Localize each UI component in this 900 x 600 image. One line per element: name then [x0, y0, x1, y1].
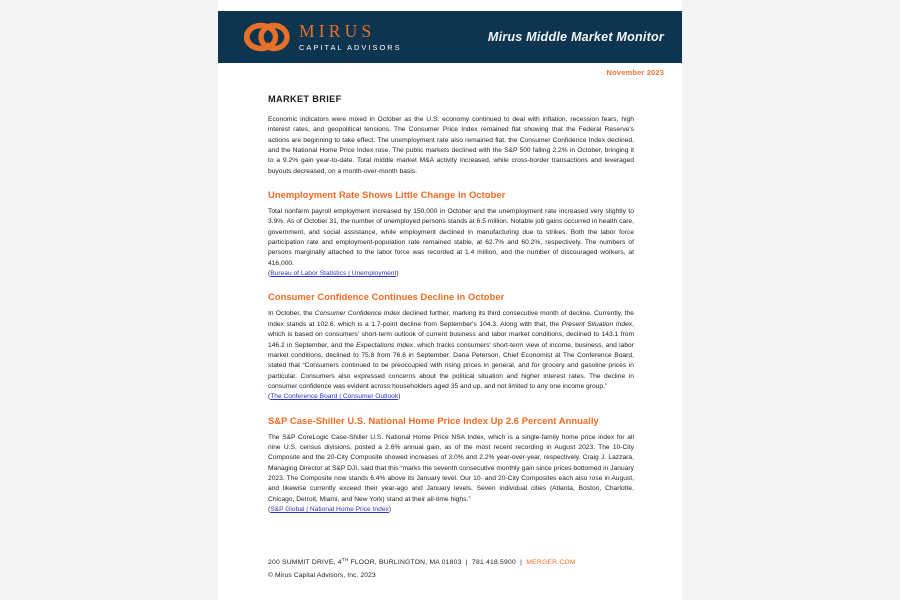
- logo-wordmark: [299, 23, 402, 51]
- source-link-consumer-confidence[interactable]: The Conference Board | Consumer Outlook: [270, 393, 399, 401]
- section-heading-consumer-confidence: Consumer Confidence Continues Decline in October: [268, 291, 505, 303]
- cc-index-name-3: Expectations Index: [356, 341, 414, 349]
- section-body-case-shiller: The S&P CoreLogic Case-Shiller U.S. National Home Price NSA Index, which is a single-family home price index for all nine U.S. census divisions, posted a 2.6% annual gain, as of the most recent recording in August 2023. The 10-City Composite and the 20-City Composite showed increases of 3.0% and 2.2% year-over-year, respectively. Craig J. Lazzara, Managing Director at S&P DJI, said that this “marks the seventh consecutive monthly gain since prices bottomed in January 2023. The Composite now stands 6.4% above its January level. Our 10- and 20-City Composites each also rose in August, and likewise currently exceed their year-ago and January levels. Seven individual cities (Atlanta, Boston, Charlotte, Chicago, Detroit, Miami, and New York) stand at their all-time highs.”: [268, 433, 634, 503]
- cc-text-4: , which tracks consumers' short-term view of income, business, and labor market conditions, declined to 75.8 from 76.6 in September. Dana Peterson, Chief Economist at The Conference Board, stated that “Consumers continued to be preoccupied with rising prices in general, and for grocery and gasoline prices in particular. Consumers also expressed concerns about the political situation and higher interest rates. The decline in consumer confidence was evident across householders aged 35 and up, and not limited to any one income group.”: [268, 341, 635, 390]
- cc-text-2: declined further, marking its third consecutive month of decline. Currently, the index stands at 102.6, which is a 1.7-point decline from September's 104.3. Along with that, the: [268, 310, 634, 328]
- section-body-consumer-confidence: [268, 309, 634, 392]
- source-line-case-shiller: (S&P Global | National Home Price Index): [268, 505, 392, 513]
- footer-website-link[interactable]: MERGER.COM: [526, 559, 576, 567]
- section-body-unemployment: Total nonfarm payroll employment increased by 150,000 in October and the unemployment rate increased very slightly to 3.9%. As of October 31, the number of unemployed persons stands at 6.5 million. Notable job gains occurred in health care, government, and social assistance, while employment declined in manufacturing due to strikes. Both the labor force participation rate and employment-population rate remained stable, at 62.7% and 60.2%, respectively. The numbers of persons marginally attached to the labor force was recorded at 1.4 million, and the number of discouraged workers, at 416,000.: [268, 208, 634, 267]
- footer-separator-2: |: [520, 559, 523, 567]
- logo-tagline: CAPITAL ADVISORS: [299, 42, 402, 52]
- intro-paragraph: Economic indicators were mixed in October as the U.S. economy continued to deal with inflation, recession fears, high interest rates, and geopolitical tensions. The Consumer Price Index remained flat showing that the Federal Reserve's actions are beginning to take effect. The unemployment rate also remained flat, the Consumer Confidence Index declined, and the National Home Price Index rose. The public markets declined with the S&P 500 falling 2.2% in October, bringing it to a 9.2% gain year-to-date. Total middle market M&A activity increased, while cross-border transactions and leveraged buyouts decreased, on a month-over-month basis.: [268, 116, 634, 175]
- cc-text-1: In October, the: [268, 310, 315, 318]
- page-footer: [268, 557, 648, 579]
- footer-address-rest: FLOOR, BURLINGTON, MA 01803: [348, 559, 462, 567]
- page-header-band: [218, 11, 682, 63]
- footer-contact-line: [268, 557, 648, 566]
- footer-separator-1: |: [465, 559, 468, 567]
- logo-company-name: MIRUS: [299, 21, 376, 42]
- section-heading-case-shiller: S&P Case-Shiller U.S. National Home Price Index Up 2.6 Percent Annually: [268, 414, 599, 426]
- publication-tagline: Mirus Middle Market Monitor: [487, 30, 664, 44]
- footer-address: 200 SUMMIT DRIVE, 4: [268, 559, 342, 567]
- cc-text-3: , which is based on consumers' short-term outlook of current business and labor market conditions, declined to 143.1 from 146.2 in September, and the: [268, 320, 634, 349]
- footer-phone[interactable]: 781.418.5900: [472, 559, 516, 567]
- source-line-unemployment: (Bureau of Labor Statistics | Unemployment): [268, 270, 399, 278]
- cc-index-name-1: Consumer Confidence Index: [314, 310, 401, 318]
- footer-address-ordinal: TH: [341, 557, 349, 562]
- source-link-case-shiller[interactable]: S&P Global | National Home Price Index: [270, 505, 389, 513]
- interlocking-rings-logo-icon: [244, 22, 290, 52]
- cc-index-name-2: Present Situation Index: [561, 320, 633, 328]
- mirus-logo[interactable]: [244, 22, 402, 52]
- footer-copyright: © Mirus Capital Advisors, Inc. 2023: [268, 572, 376, 580]
- issue-date: November 2023: [606, 68, 664, 77]
- source-link-unemployment[interactable]: Bureau of Labor Statistics | Unemployment: [270, 270, 397, 278]
- source-line-consumer-confidence: (The Conference Board | Consumer Outlook): [268, 393, 401, 401]
- document-page: [218, 0, 682, 600]
- section-heading-unemployment: Unemployment Rate Shows Little Change in October: [268, 189, 506, 201]
- document-body: [268, 94, 634, 515]
- page-title: MARKET BRIEF: [268, 94, 342, 104]
